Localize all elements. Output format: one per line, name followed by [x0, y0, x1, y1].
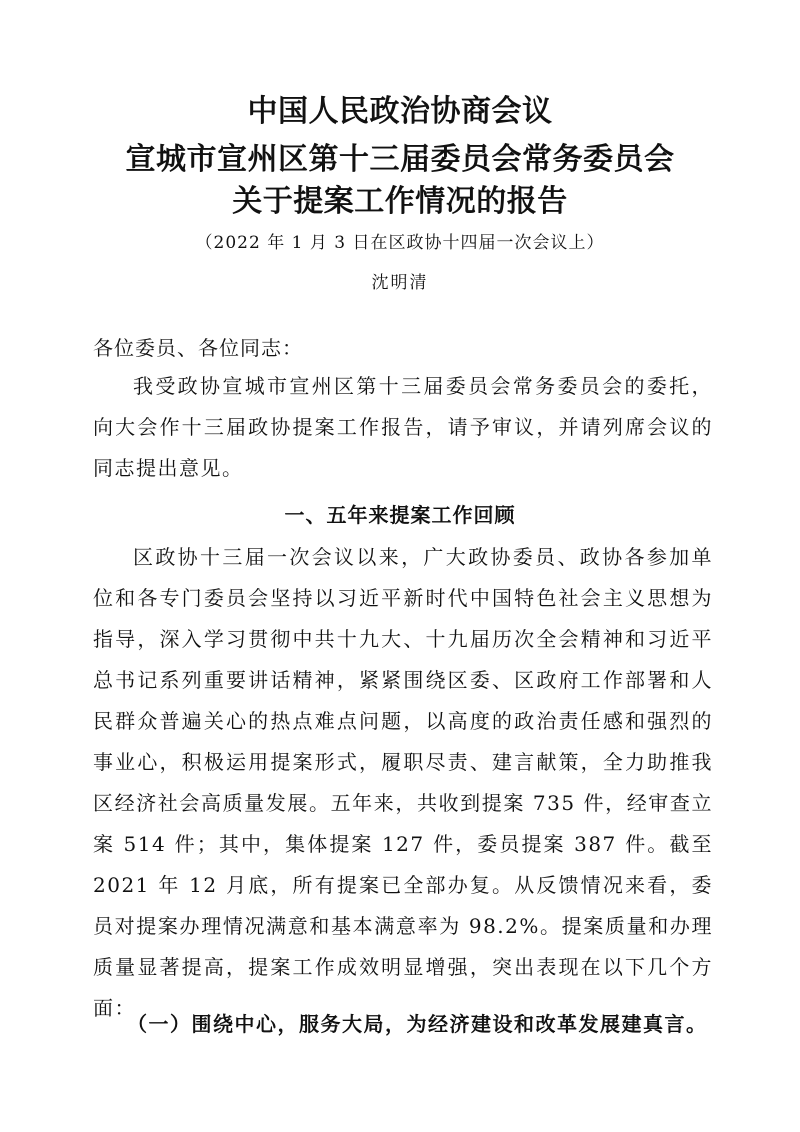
intro-paragraph: 我受政协宣城市宣州区第十三届委员会常务委员会的委托，向大会作十三届政协提案工作报告，请予审议，并请列席会议的同志提出意见。 [93, 374, 713, 480]
document-title-line-2: 宣城市宣州区第十三届委员会常务委员会 [125, 142, 675, 177]
document-subtitle: （2022 年 1 月 3 日在区政协十四届一次会议上） [195, 233, 605, 253]
review-paragraph: 区政协十三届一次会议以来，广大政协委员、政协各参加单位和各专门委员会坚持以习近平新时代中国特色社会主义思想为指导，深入学习贯彻中共十九大、十九届历次全会精神和习近平总书记系列重要讲话精神，紧紧围绕区委、区政府工作部署和人民群众普遍关心的热点难点问题，以高度的政治责任感和强烈的事业心，积极运用提案形式，履职尽责、建言献策，全力助推我区经济社会高质量发展。五年来，共收到提案 735 件，经审查立案 514 件；其中，集体提案 127 件，委员提案 387 件。截至 2021 年 12 月底，所有提案已全部办复。从反馈情况来看，委员对提案办理情况满意和基本满意率为 98.2%。提案质量和办理质量显著提高，提案工作成效明显增强，突出表现在以下几个方面： [93, 545, 713, 1020]
document-title-line-1: 中国人民政治协商会议 [247, 94, 553, 129]
document-title-line-3: 关于提案工作情况的报告 [232, 184, 568, 219]
salutation: 各位委员、各位同志： [93, 336, 303, 360]
section-heading: 一、五年来提案工作回顾 [284, 503, 516, 527]
document-author: 沈明清 [371, 273, 429, 293]
subsection-heading: （一）围绕中心，服务大局，为经济建设和改革发展建真言。 [127, 1012, 708, 1036]
